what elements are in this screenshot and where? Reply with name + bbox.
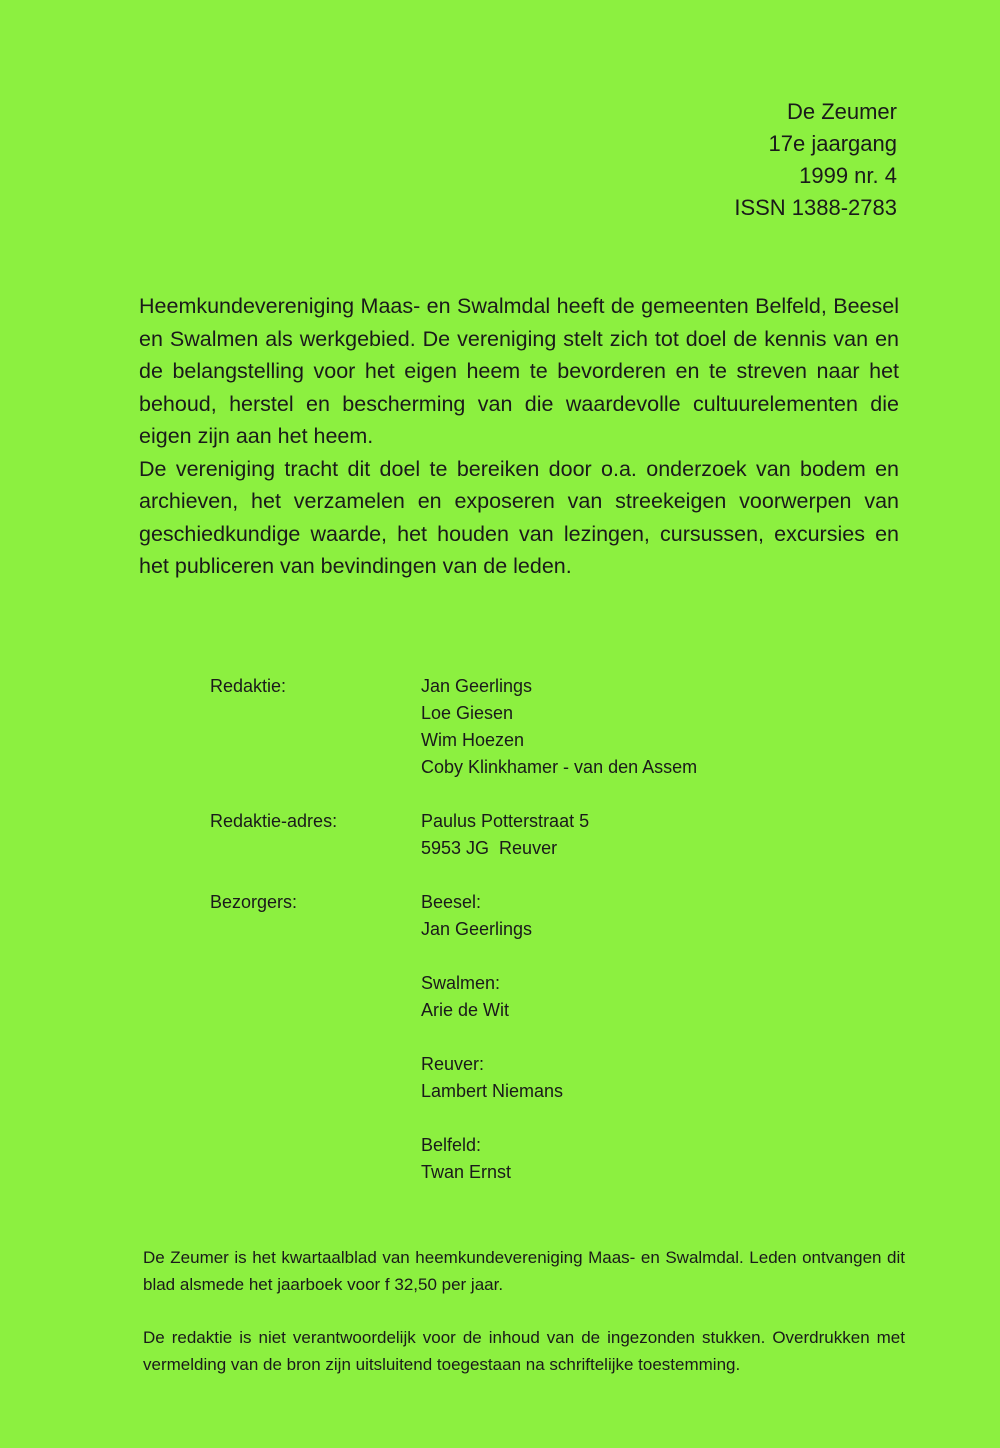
masthead	[734, 96, 897, 224]
bezorger-place: Belfeld:	[421, 1135, 482, 1155]
intro-paragraph: Heemkundevereniging Maas- en Swalmdal heeft de gemeenten Belfeld, Beesel en Swalmen als werkgebied. De vereniging stelt zich tot doel de kennis van en de belangstelling voor het eigen heem te bevorderen en te streven naar het behoud, herstel en bescherming van die waardevolle cultuurelementen die eigen zijn aan het heem.	[139, 294, 899, 448]
address-line: Paulus Potterstraat 5	[421, 811, 590, 831]
intro-text	[139, 290, 899, 583]
redaktie-adres-row	[210, 808, 850, 862]
publication-title: De Zeumer	[786, 99, 897, 124]
bezorger-group	[421, 1132, 850, 1186]
bezorger-place: Reuver:	[421, 1054, 485, 1074]
bezorger-name: Jan Geerlings	[421, 919, 533, 939]
bezorger-name: Lambert Niemans	[421, 1081, 564, 1101]
redaktie-adres-label: Redaktie-adres:	[210, 811, 338, 831]
subscription-note: De Zeumer is het kwartaalblad van heemkundevereniging Maas- en Swalmdal. Leden ontvangen dit blad alsmede het jaarboek voor f 32,50 per jaar.	[143, 1248, 905, 1294]
disclaimer-note: De redaktie is niet verantwoordelijk voor de inhoud van de ingezonden stukken. Overdrukken met vermelding van de bron zijn uitsluitend toegestaan na schriftelijke toestemming.	[143, 1328, 905, 1374]
redaktie-adres	[421, 808, 850, 862]
bezorger-group	[421, 1051, 850, 1105]
intro-paragraph: De vereniging tracht dit doel te bereiken door o.a. onderzoek van bodem en archieven, het verzamelen en exposeren van streekeigen voorwerpen van geschiedkundige waarde, het houden van lezingen, cursussen, excursies en het publiceren van bevindingen van de leden.	[139, 456, 899, 578]
redaktie-member: Jan Geerlings	[421, 676, 533, 696]
bezorger-place: Beesel:	[421, 892, 482, 912]
redaktie-members	[421, 673, 850, 781]
redaktie-member: Wim Hoezen	[421, 730, 525, 750]
credits	[210, 673, 850, 1186]
bezorger-group	[421, 970, 850, 1024]
volume: 17e jaargang	[768, 131, 897, 156]
bezorger-place: Swalmen:	[421, 973, 501, 993]
bezorger-name: Twan Ernst	[421, 1162, 512, 1182]
issue-number: 1999 nr. 4	[799, 163, 897, 188]
bezorger-name: Arie de Wit	[421, 1000, 510, 1020]
redaktie-member: Loe Giesen	[421, 703, 514, 723]
footer-text	[143, 1244, 905, 1378]
redaktie-label: Redaktie:	[210, 676, 287, 696]
redaktie-member: Coby Klinkhamer - van den Assem	[421, 757, 698, 777]
bezorgers-row	[210, 889, 850, 1186]
redaktie-row	[210, 673, 850, 781]
bezorger-group	[421, 889, 850, 943]
address-line: 5953 JG Reuver	[421, 838, 558, 858]
bezorgers-label: Bezorgers:	[210, 892, 298, 912]
issn: ISSN 1388-2783	[734, 195, 897, 220]
bezorgers-list	[421, 889, 850, 1186]
